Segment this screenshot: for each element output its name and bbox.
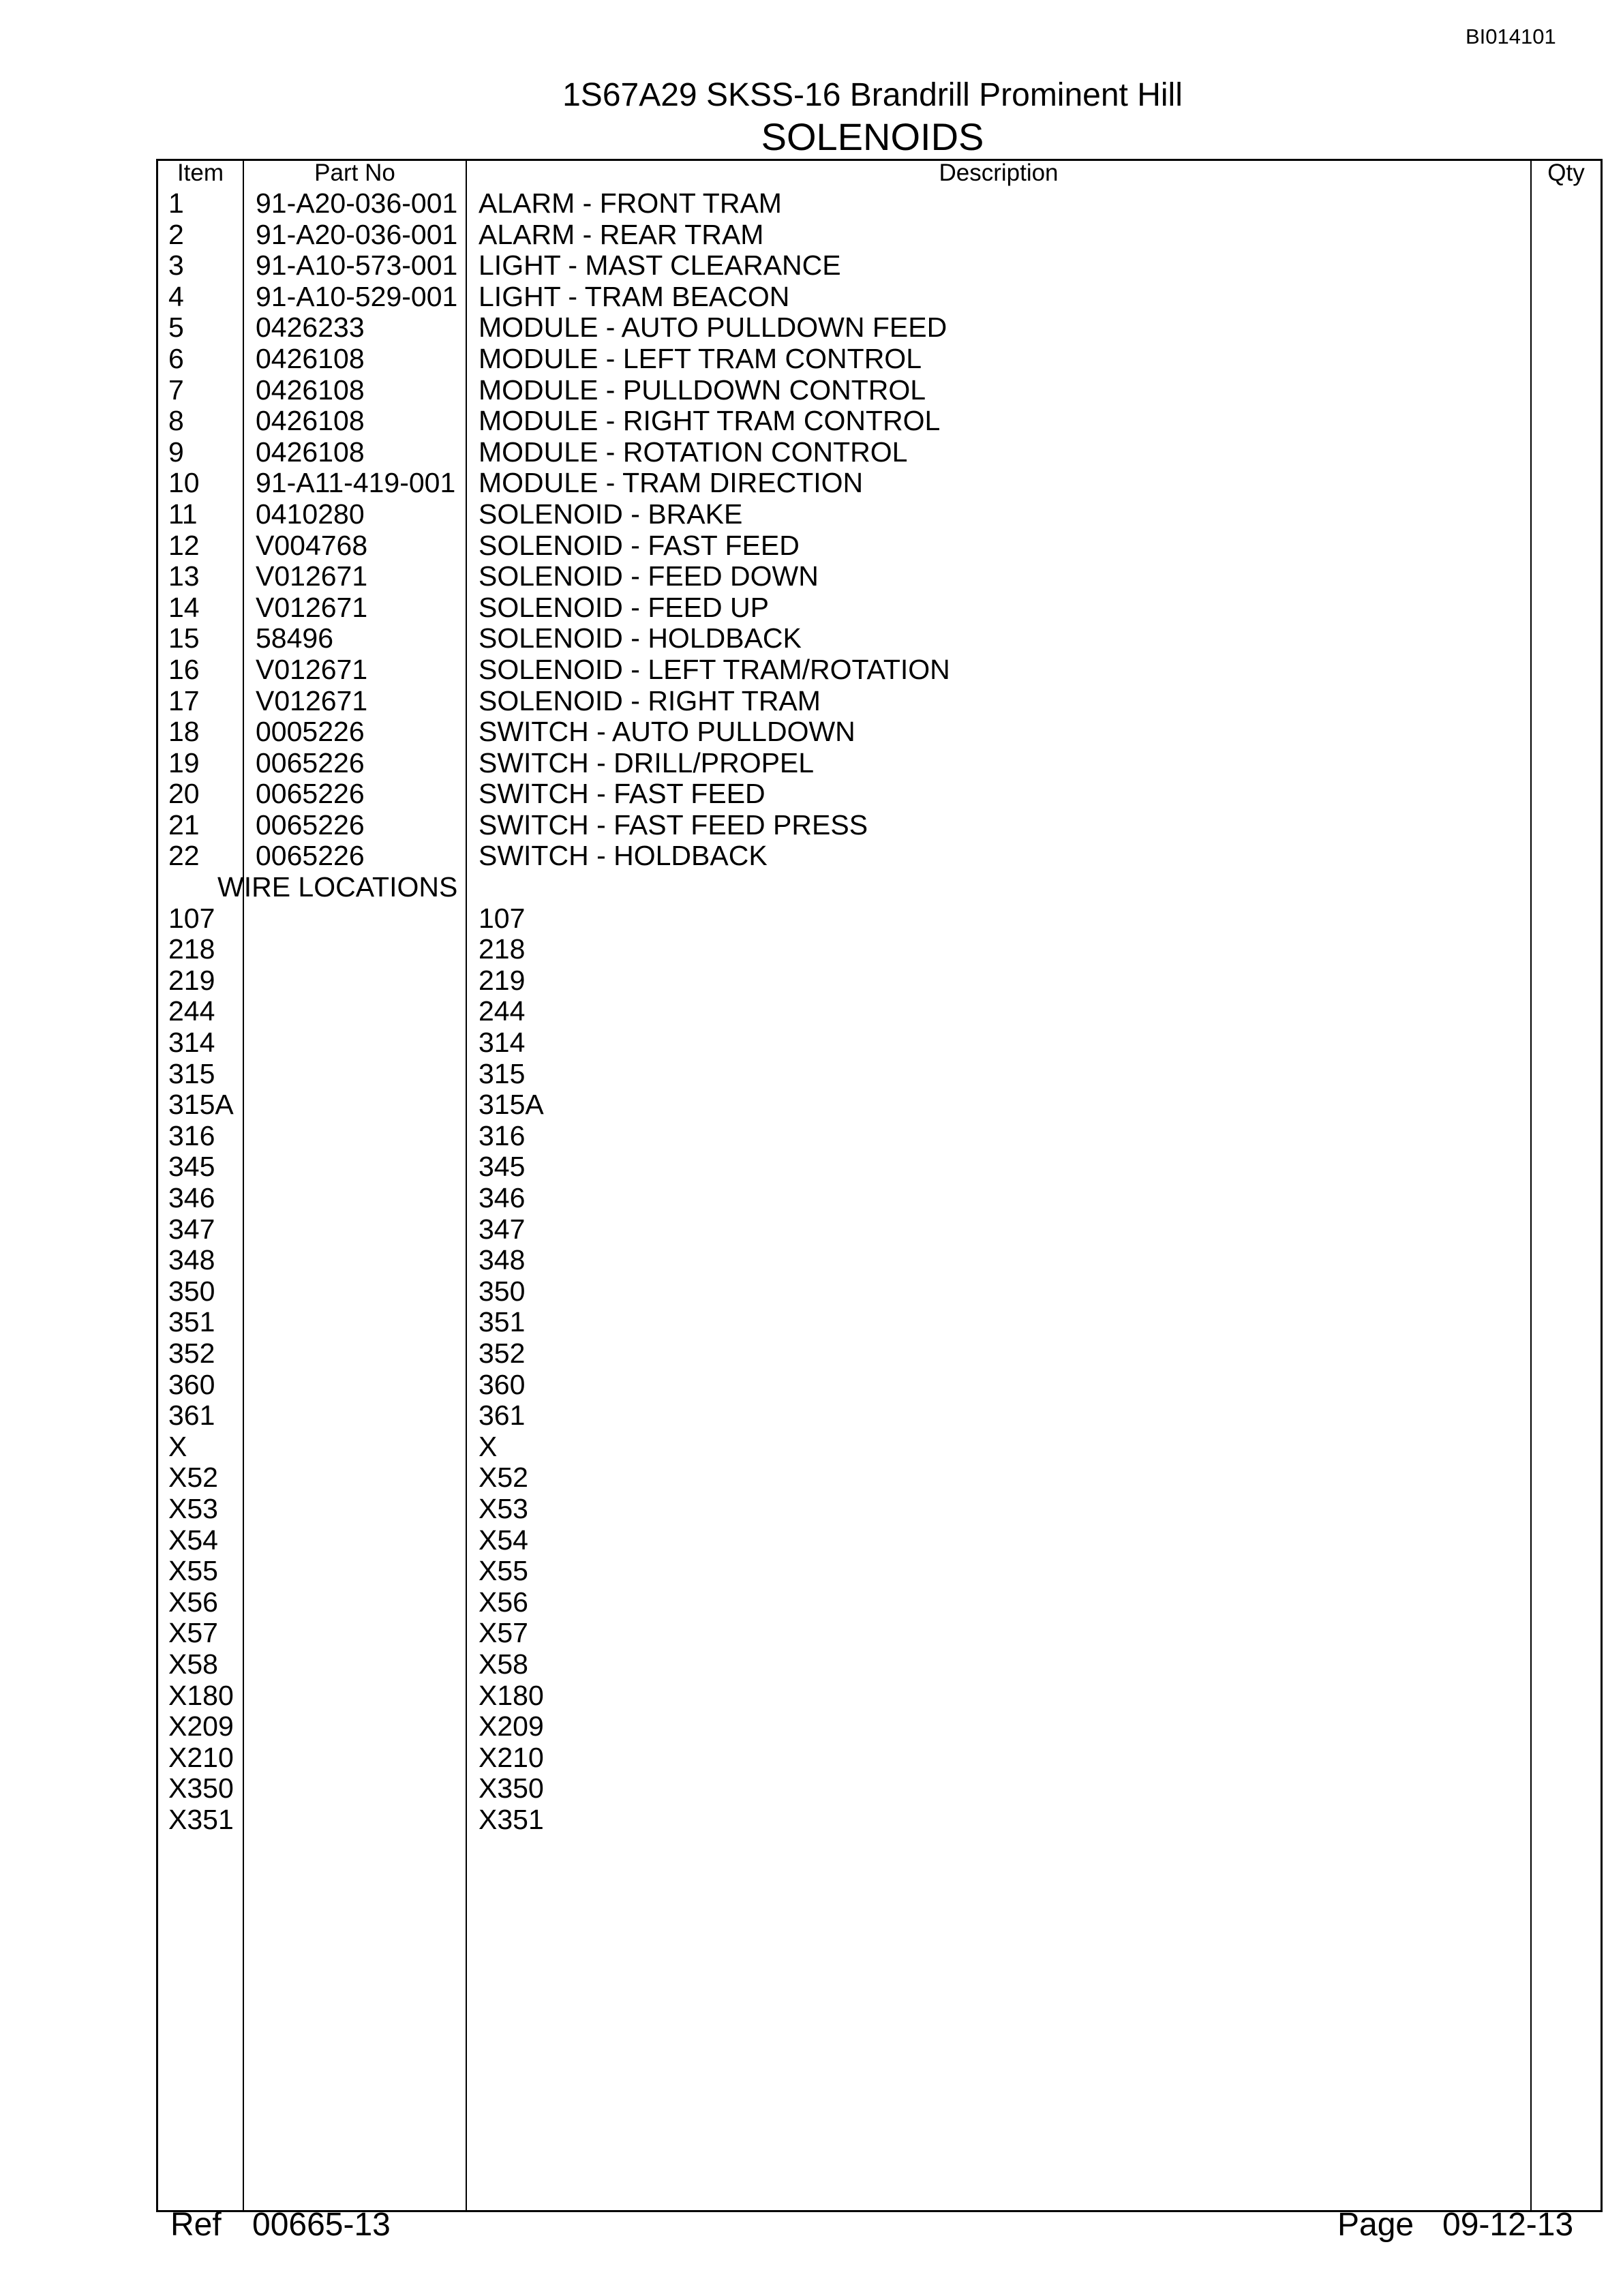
wire-item: 347 [168,1213,215,1245]
part-description: MODULE - AUTO PULLDOWN FEED [479,312,947,344]
part-number: 58496 [256,622,334,654]
wire-description: X57 [479,1617,528,1649]
part-number: 91-A10-573-001 [256,250,458,282]
wire-row [158,1649,1601,1680]
table-row [158,623,1601,654]
wire-description: 314 [479,1027,526,1059]
table-row [158,282,1601,313]
wire-row [158,1804,1601,1836]
part-description: MODULE - PULLDOWN CONTROL [479,374,926,406]
part-description: SOLENOID - FAST FEED [479,529,800,561]
part-number: 0426108 [256,342,365,374]
part-description: SOLENOID - BRAKE [479,498,743,530]
wire-row [158,1027,1601,1059]
wire-description: X52 [479,1462,528,1494]
part-number: 0065226 [256,840,365,872]
wire-row [158,1089,1601,1121]
wire-item: X54 [168,1524,218,1556]
table-row [158,188,1601,220]
part-description: SOLENOID - FEED DOWN [479,560,819,592]
part-description: SOLENOID - RIGHT TRAM [479,684,821,716]
part-description: SOLENOID - FEED UP [479,591,770,623]
wire-description: 315 [479,1057,526,1089]
table-row [158,686,1601,717]
wire-row [158,1680,1601,1712]
wire-description: 345 [479,1151,526,1183]
wire-description: 346 [479,1182,526,1213]
part-number: 0426108 [256,436,365,468]
ref-value: 00665-13 [252,2207,391,2243]
part-description: SWITCH - FAST FEED [479,778,765,810]
part-description: LIGHT - MAST CLEARANCE [479,250,841,282]
part-number: V004768 [256,529,368,561]
wire-description: X350 [479,1772,544,1804]
wire-item: X350 [168,1772,234,1804]
wire-description: X58 [479,1648,528,1680]
item-number: 10 [168,467,200,499]
column-header-item: Item [177,160,224,186]
wire-row [158,996,1601,1027]
document-title: 1S67A29 SKSS-16 Brandrill Prominent Hill [562,77,1183,113]
part-number: 91-A10-529-001 [256,280,458,312]
part-number: V012671 [256,684,368,716]
wire-item: 314 [168,1027,215,1059]
item-number: 19 [168,746,200,779]
item-number: 1 [168,187,184,219]
wire-description: 361 [479,1400,526,1432]
page-label: Page [1337,2207,1414,2243]
part-description: MODULE - TRAM DIRECTION [479,467,864,499]
wire-description: 315A [479,1089,544,1121]
part-number: V012671 [256,560,368,592]
part-description: MODULE - ROTATION CONTROL [479,436,908,468]
part-number: 91-A20-036-001 [256,218,458,250]
wire-row [158,1462,1601,1494]
table-row [158,810,1601,841]
wire-item: 244 [168,995,215,1027]
ref-label: Ref [170,2207,222,2243]
table-row [158,530,1601,562]
table-row [158,437,1601,468]
table-row [158,468,1601,499]
item-number: 14 [168,591,200,623]
table-row [158,779,1601,810]
column-header-qty: Qty [1547,160,1585,186]
wire-item: 351 [168,1306,215,1338]
wire-item: X57 [168,1617,218,1649]
wire-description: 219 [479,964,526,996]
wire-item: X55 [168,1555,218,1587]
wire-description: 347 [479,1213,526,1245]
part-description: SWITCH - FAST FEED PRESS [479,809,868,841]
wire-row [158,1432,1601,1463]
wire-item: 219 [168,964,215,996]
item-number: 9 [168,436,184,468]
part-number: 0065226 [256,778,365,810]
wire-row [158,1276,1601,1308]
item-number: 5 [168,312,184,344]
part-number: 0426233 [256,312,365,344]
page-value: 09-12-13 [1442,2207,1574,2243]
wire-row [158,1494,1601,1525]
wire-row [158,1618,1601,1649]
wire-row [158,1183,1601,1214]
wire-row [158,1773,1601,1804]
part-description: SWITCH - DRILL/PROPEL [479,746,815,779]
wire-row [158,1338,1601,1370]
table-row [158,375,1601,406]
wire-item: 348 [168,1244,215,1276]
wire-row [158,1151,1601,1183]
wire-row [158,1711,1601,1742]
wire-item: X351 [168,1803,234,1835]
wire-description: X54 [479,1524,528,1556]
part-number: V012671 [256,653,368,685]
item-number: 21 [168,809,200,841]
part-description: SWITCH - HOLDBACK [479,840,768,872]
part-number: V012671 [256,591,368,623]
table-row [158,561,1601,592]
wire-description: 351 [479,1306,526,1338]
item-number: 6 [168,342,184,374]
wire-row [158,1525,1601,1556]
item-number: 7 [168,374,184,406]
part-number: 0065226 [256,809,365,841]
part-description: MODULE - LEFT TRAM CONTROL [479,342,922,374]
part-number: 0065226 [256,746,365,779]
wire-item: X52 [168,1462,218,1494]
wire-row [158,934,1601,965]
wire-description: 350 [479,1275,526,1307]
part-number: 91-A20-036-001 [256,187,458,219]
wire-item: X180 [168,1679,234,1711]
wire-description: X53 [479,1492,528,1524]
wire-item: 316 [168,1119,215,1151]
item-number: 17 [168,684,200,716]
wire-description: 360 [479,1368,526,1400]
wire-row [158,1742,1601,1774]
wire-item: 350 [168,1275,215,1307]
wire-description: X351 [479,1803,544,1835]
item-number: 12 [168,529,200,561]
wire-row [158,1587,1601,1618]
wire-item: 346 [168,1182,215,1213]
wire-section-row [158,872,1601,903]
wire-item: 107 [168,902,215,934]
table-row [158,406,1601,437]
table-row [158,344,1601,375]
part-number: 0005226 [256,716,365,748]
wire-item: X210 [168,1741,234,1773]
table-row [158,841,1601,872]
wire-item: 361 [168,1400,215,1432]
wire-row [158,1245,1601,1276]
wire-row [158,903,1601,935]
wire-section-label: WIRE LOCATIONS [217,871,458,903]
wire-description: X209 [479,1710,544,1742]
wire-description: X [479,1430,498,1462]
part-number: 0426108 [256,374,365,406]
wire-item: 352 [168,1337,215,1369]
table-row [158,312,1601,344]
wire-description: 244 [479,995,526,1027]
wire-row [158,1059,1601,1090]
wire-description: X210 [479,1741,544,1773]
item-number: 3 [168,250,184,282]
wire-item: 218 [168,933,215,965]
table-row [158,748,1601,779]
wire-item: 345 [168,1151,215,1183]
part-description: SOLENOID - HOLDBACK [479,622,802,654]
item-number: 2 [168,218,184,250]
part-description: MODULE - RIGHT TRAM CONTROL [479,405,941,437]
wire-item: 360 [168,1368,215,1400]
wire-row [158,1400,1601,1432]
wire-row [158,1370,1601,1401]
table-body [158,188,1601,1835]
item-number: 16 [168,653,200,685]
table-row [158,250,1601,282]
wire-description: 348 [479,1244,526,1276]
wire-row [158,1214,1601,1245]
wire-item: 315A [168,1089,234,1121]
table-row [158,654,1601,686]
part-number: 0410280 [256,498,365,530]
part-description: SOLENOID - LEFT TRAM/ROTATION [479,653,950,685]
wire-description: X55 [479,1555,528,1587]
table-row [158,716,1601,748]
item-number: 11 [168,498,198,530]
wire-description: 218 [479,933,526,965]
item-number: 22 [168,840,200,872]
column-header-description: Description [939,160,1059,186]
wire-item: X56 [168,1586,218,1618]
part-description: ALARM - REAR TRAM [479,218,764,250]
document-code: BI014101 [1466,25,1556,48]
wire-description: X180 [479,1679,544,1711]
wire-item: X58 [168,1648,218,1680]
wire-row [158,1307,1601,1338]
wire-item: X [168,1430,187,1462]
table-row [158,220,1601,251]
column-header-part-no: Part No [314,160,395,186]
table-row [158,499,1601,530]
wire-row [158,965,1601,997]
part-description: LIGHT - TRAM BEACON [479,280,790,312]
wire-row [158,1556,1601,1587]
item-number: 13 [168,560,200,592]
item-number: 4 [168,280,184,312]
wire-description: 107 [479,902,526,934]
item-number: 15 [168,622,200,654]
wire-description: 316 [479,1119,526,1151]
wire-item: X53 [168,1492,218,1524]
item-number: 8 [168,405,184,437]
item-number: 20 [168,778,200,810]
table-row [158,592,1601,624]
part-number: 91-A11-419-001 [256,467,456,499]
part-description: SWITCH - AUTO PULLDOWN [479,716,855,748]
section-title: SOLENOIDS [761,115,984,158]
wire-item: X209 [168,1710,234,1742]
wire-description: 352 [479,1337,526,1369]
wire-item: 315 [168,1057,215,1089]
wire-row [158,1121,1601,1152]
part-number: 0426108 [256,405,365,437]
wire-description: X56 [479,1586,528,1618]
part-description: ALARM - FRONT TRAM [479,187,782,219]
item-number: 18 [168,716,200,748]
